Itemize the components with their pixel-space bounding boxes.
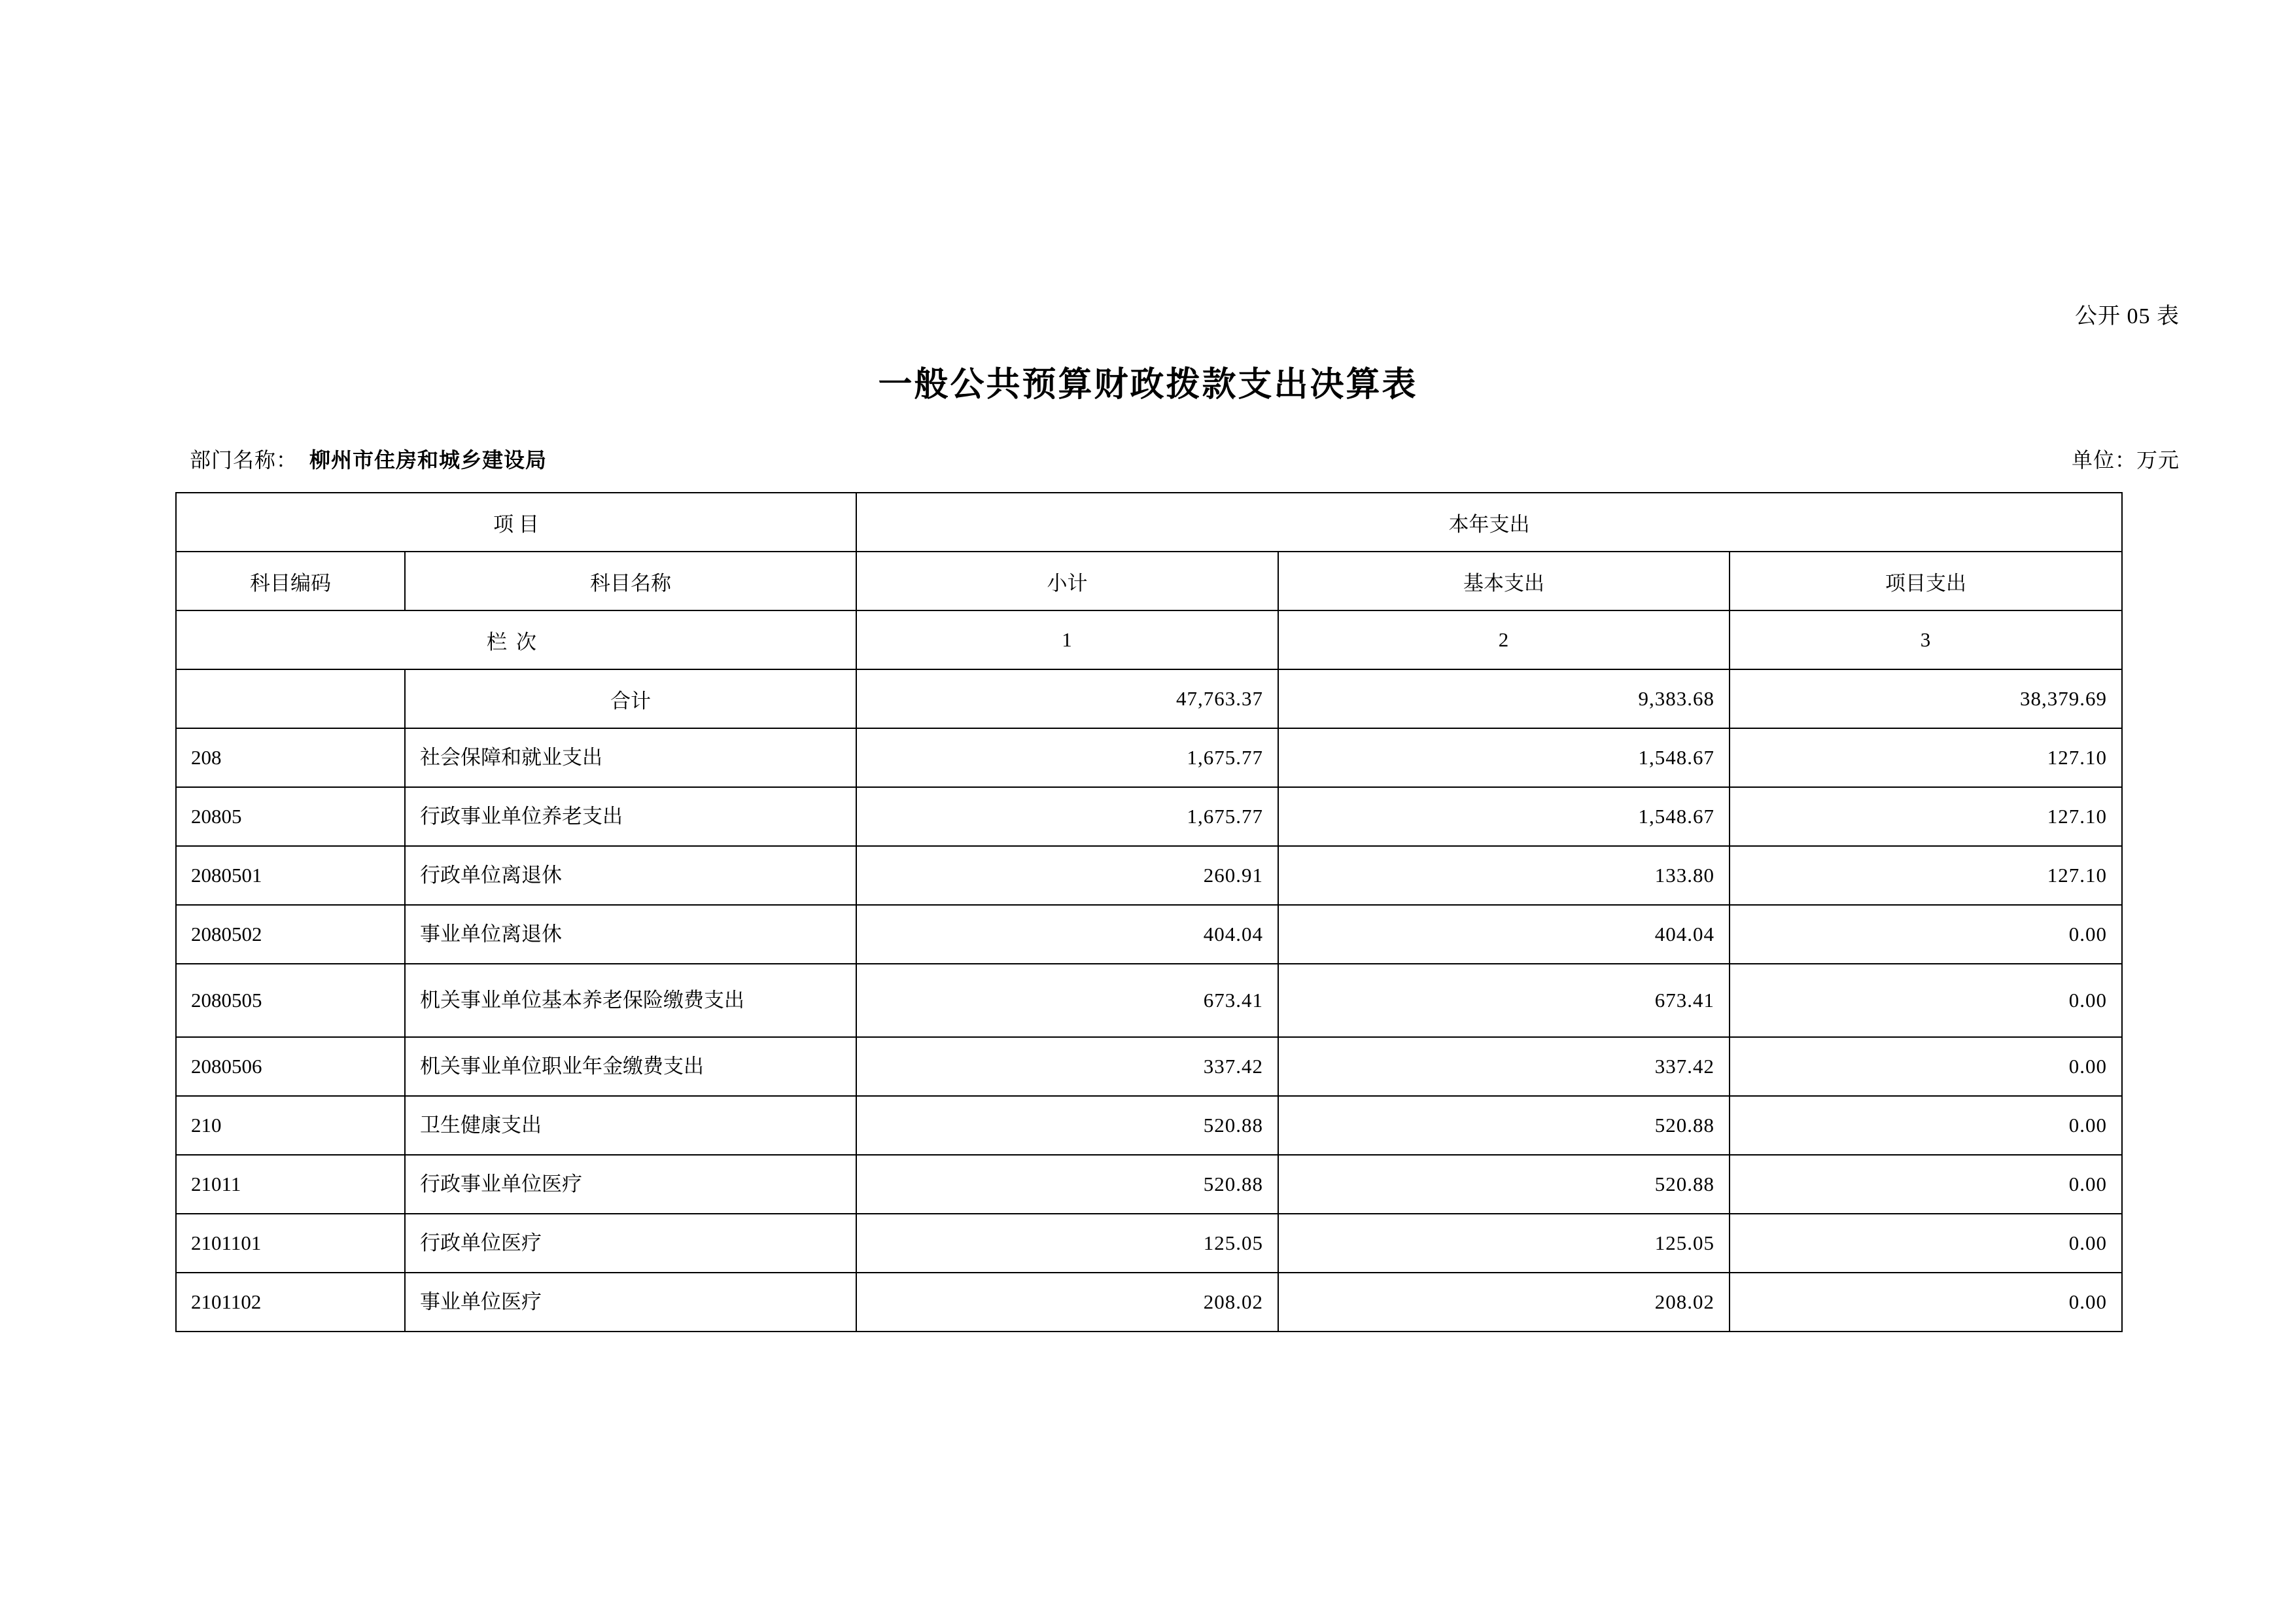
row-subtotal: 404.04 — [856, 905, 1278, 964]
table-row — [176, 787, 2122, 846]
column-index-row — [176, 610, 2122, 669]
row-name: 事业单位医疗 — [405, 1273, 856, 1332]
row-name: 社会保障和就业支出 — [405, 728, 856, 787]
row-subtotal: 337.42 — [856, 1037, 1278, 1096]
row-name: 机关事业单位职业年金缴费支出 — [405, 1037, 856, 1096]
row-code: 208 — [176, 728, 405, 787]
row-project: 0.00 — [1730, 1096, 2122, 1155]
row-project: 127.10 — [1730, 787, 2122, 846]
total-basic: 9,383.68 — [1278, 669, 1730, 728]
table-total-row — [176, 669, 2122, 728]
row-code: 2101102 — [176, 1273, 405, 1332]
row-code: 210 — [176, 1096, 405, 1155]
column-index-label: 栏次 — [176, 610, 856, 669]
row-basic: 520.88 — [1278, 1096, 1730, 1155]
row-subtotal: 1,675.77 — [856, 787, 1278, 846]
budget-table — [175, 492, 2123, 1332]
header-subtotal: 小计 — [856, 552, 1278, 610]
row-project: 0.00 — [1730, 1214, 2122, 1273]
form-code-label: 公开 05 表 — [2075, 304, 2180, 328]
row-subtotal: 673.41 — [856, 964, 1278, 1037]
unit-note: 单位：万元 — [2071, 448, 2180, 472]
department-value: 柳州市住房和城乡建设局 — [309, 448, 548, 472]
row-basic: 208.02 — [1278, 1273, 1730, 1332]
row-code: 20805 — [176, 787, 405, 846]
row-subtotal: 260.91 — [856, 846, 1278, 905]
table-row — [176, 1214, 2122, 1273]
row-subtotal: 1,675.77 — [856, 728, 1278, 787]
row-basic: 404.04 — [1278, 905, 1730, 964]
header-code: 科目编码 — [176, 552, 405, 610]
row-subtotal: 520.88 — [856, 1155, 1278, 1214]
row-code: 2101101 — [176, 1214, 405, 1273]
column-index-3: 3 — [1730, 610, 2122, 669]
table-row — [176, 1096, 2122, 1155]
row-code: 2080505 — [176, 964, 405, 1037]
row-name: 行政事业单位养老支出 — [405, 787, 856, 846]
header-item-group: 项 目 — [176, 493, 856, 552]
row-project: 0.00 — [1730, 1155, 2122, 1214]
row-project: 0.00 — [1730, 905, 2122, 964]
row-subtotal: 520.88 — [856, 1096, 1278, 1155]
table-row — [176, 964, 2122, 1037]
row-code: 2080502 — [176, 905, 405, 964]
row-basic: 1,548.67 — [1278, 728, 1730, 787]
row-basic: 673.41 — [1278, 964, 1730, 1037]
table-header-group-row — [176, 493, 2122, 552]
row-subtotal: 208.02 — [856, 1273, 1278, 1332]
row-code: 2080506 — [176, 1037, 405, 1096]
row-subtotal: 125.05 — [856, 1214, 1278, 1273]
table-row — [176, 728, 2122, 787]
table-row — [176, 1155, 2122, 1214]
row-basic: 337.42 — [1278, 1037, 1730, 1096]
row-project: 0.00 — [1730, 1273, 2122, 1332]
row-project: 0.00 — [1730, 964, 2122, 1037]
row-project: 127.10 — [1730, 846, 2122, 905]
table-row — [176, 905, 2122, 964]
header-basic: 基本支出 — [1278, 552, 1730, 610]
row-basic: 1,548.67 — [1278, 787, 1730, 846]
total-project: 38,379.69 — [1730, 669, 2122, 728]
column-index-2: 2 — [1278, 610, 1730, 669]
header-name: 科目名称 — [405, 552, 856, 610]
total-subtotal: 47,763.37 — [856, 669, 1278, 728]
department-label: 部门名称： — [190, 448, 298, 472]
department-line — [190, 444, 547, 474]
total-label: 合计 — [405, 669, 856, 728]
row-code: 21011 — [176, 1155, 405, 1214]
row-project: 0.00 — [1730, 1037, 2122, 1096]
row-name: 行政单位医疗 — [405, 1214, 856, 1273]
row-name: 行政事业单位医疗 — [405, 1155, 856, 1214]
header-project: 项目支出 — [1730, 552, 2122, 610]
row-basic: 133.80 — [1278, 846, 1730, 905]
row-name: 事业单位离退休 — [405, 905, 856, 964]
document-meta — [190, 444, 2180, 472]
table-row — [176, 1037, 2122, 1096]
total-code-empty — [176, 669, 405, 728]
row-project: 127.10 — [1730, 728, 2122, 787]
header-current-year-group: 本年支出 — [856, 493, 2122, 552]
row-basic: 125.05 — [1278, 1214, 1730, 1273]
row-name: 卫生健康支出 — [405, 1096, 856, 1155]
row-name: 机关事业单位基本养老保险缴费支出 — [405, 964, 856, 1037]
row-name: 行政单位离退休 — [405, 846, 856, 905]
column-index-1: 1 — [856, 610, 1278, 669]
table-row — [176, 1273, 2122, 1332]
page-title: 一般公共预算财政拨款支出决算表 — [878, 366, 1418, 404]
table-header-row — [176, 552, 2122, 610]
row-code: 2080501 — [176, 846, 405, 905]
row-basic: 520.88 — [1278, 1155, 1730, 1214]
table-row — [176, 846, 2122, 905]
